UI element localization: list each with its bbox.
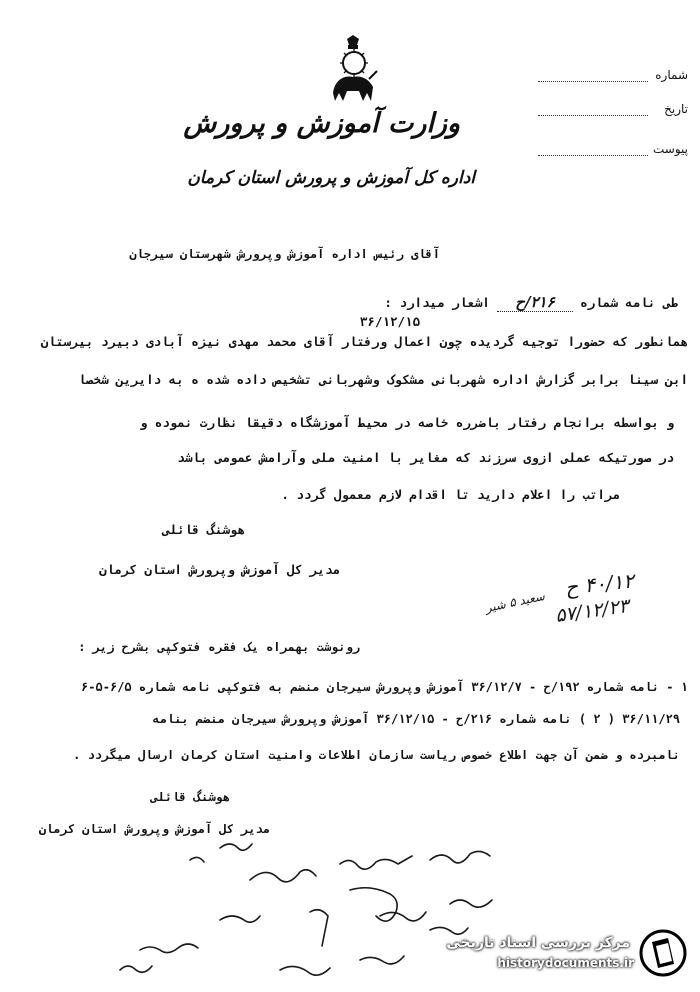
- office-subtitle: اداره کل آموزش و پرورش استان کرمان: [187, 168, 475, 188]
- reference-number: ۲۱۶/ح: [497, 293, 572, 312]
- reference-prefix: طی نامه شماره: [580, 295, 678, 310]
- copies-intro: رونوشت بهمراه یک فقره فتوکپی بشرح زیر :: [78, 640, 360, 654]
- signer-title: مدیر کل آموزش وپرورش استان کرمان: [99, 562, 340, 577]
- meta-date-label: تاریخ: [664, 102, 688, 116]
- watermark-url: historydocuments.ir: [497, 956, 634, 970]
- meta-date-line: [538, 115, 648, 116]
- ministry-title: وزارت آموزش و پرورش: [183, 108, 460, 139]
- reference-suffix: اشعار میدارد :: [384, 295, 490, 310]
- paragraph-line-2: ابن سینا برابر گزارش اداره شهربانی مشکوک وشهربانی تشخیص داده شده ه به دایرین شخصا: [78, 372, 688, 387]
- meta-number: [538, 68, 688, 88]
- salutation: آقای رئیس اداره آموزش وپرورش شهرستان سیرجان: [129, 247, 440, 261]
- reference-date: ۳۶/۱۲/۱۵: [359, 314, 421, 329]
- copies-signer-name: هوشنگ قائلی: [150, 790, 230, 804]
- paragraph-line-1: همانطور که حضورا توجیه گردیده چون اعمال ورفتار آقای محمد مهدی نیزه آبادی دبیرد بیرستان: [40, 334, 688, 349]
- meta-attachment: [538, 142, 688, 162]
- meta-attachment-label: پیوست: [653, 142, 688, 156]
- copies-signer-title: مدیر کل آموزش وپرورش استان کرمان: [38, 822, 270, 836]
- paragraph-line-5: مراتب را اعلام دارید تا اقدام لازم معمول گردد .: [281, 487, 620, 502]
- handwritten-ref: ۴۰/۱۲ ح: [563, 568, 636, 600]
- handwritten-note: سعید ۵ شیر: [484, 588, 546, 616]
- watermark-name: مرکز بررسی اسناد تاریخی: [446, 935, 630, 951]
- copies-line-1: ۱ - نامه شماره ۱۹۲/ح - ۳۶/۱۲/۷ آموزش وپرورش سیرجان منضم به فتوکپی نامه شماره ۶/۵-۵-۶: [81, 680, 688, 694]
- meta-number-line: [538, 81, 648, 82]
- paragraph-line-4: در صورتیکه عملی ازوی سرزند که مغایر با امنیت ملی وآرامش عمومی باشد: [177, 450, 674, 465]
- history-documents-logo-icon: [638, 928, 688, 978]
- meta-attachment-line: [538, 155, 648, 156]
- lion-and-sun-emblem: [325, 35, 381, 107]
- paragraph-line-3: و بواسطه برانجام رفتار باضرره خاصه در محیط آموزشگاه دقیقا نظارت نموده و: [139, 415, 674, 430]
- copies-line-2: ۳۶/۱۱/۲۹ ( ۲ ) نامه شماره ۲۱۶/ح - ۳۶/۱۲/۱۵ آموزش وپرورش سیرجان منضم بنامه: [152, 712, 680, 726]
- meta-date: [538, 102, 688, 122]
- meta-number-label: شماره: [655, 68, 688, 82]
- copies-line-3: نامبرده و ضمن آن جهت اطلاع خصوص ریاست سازمان اطلاعات وامنیت استان کرمان ارسال میگردد .: [73, 748, 680, 762]
- signer-name: هوشنگ قائلی: [162, 522, 245, 537]
- handwritten-date: ۵۷/۱۲/۲۳: [553, 594, 631, 628]
- reference-line: [384, 293, 678, 311]
